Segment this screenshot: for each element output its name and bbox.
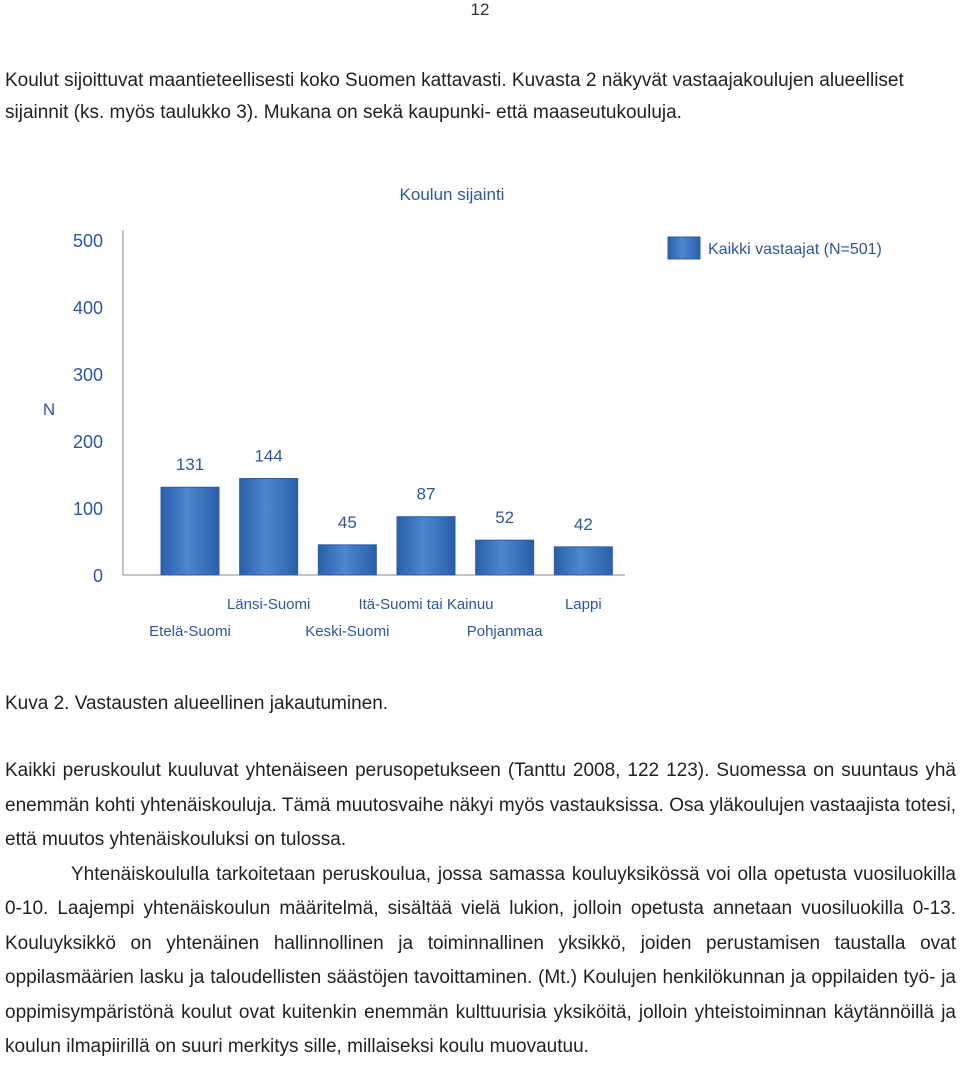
figure-caption: Kuva 2. Vastausten alueellinen jakautuminen.	[5, 693, 389, 714]
bar-value-label: 42	[573, 514, 593, 534]
y-tick-label: 0	[92, 566, 103, 586]
y-axis-label: N	[42, 400, 56, 419]
y-axis-ticks	[73, 231, 103, 586]
legend-label: Kaikki vastaajat (N=501)	[708, 241, 882, 258]
bar-chart-svg	[30, 175, 920, 645]
bar	[318, 545, 376, 575]
chart-title: Koulun sijainti	[399, 185, 505, 204]
y-tick-label: 100	[72, 499, 103, 519]
legend	[668, 237, 882, 259]
body-paragraph-1: Kaikki peruskoulut kuuluvat yhtenäiseen perusopetukseen (Tanttu 2008, 122 123). Suomessa on suuntaus yhä enemmän kohti yhtenäiskouluja. Tämä muutosvaihe näkyi myös vastauksissa. Osa yläkoulujen vastaajista totesi, että muutos yhtenäiskouluksi on tulossa.	[5, 760, 956, 850]
bar-value-label: 131	[175, 455, 205, 475]
y-tick-label: 500	[72, 231, 103, 251]
x-axis-labels	[149, 596, 602, 640]
body-paragraph-2: Yhtenäiskoululla tarkoitetaan peruskoulua, jossa samassa kouluyksikössä voi olla opetusta vuosiluokilla 0-10. Laajempi yhtenäiskoulun määritelmä, sisältää vielä lukion, jolloin opetusta annetaan vuosiluokilla 0-13. Kouluyksikkö on yhtenäinen hallinnollinen ja toiminnallinen yksikkö, joiden perustamisen taustalla ovat oppilasmäärien lasku ja taloudellisten säästöjen tavoittaminen. (Mt.) Koulujen henkilökunnan ja oppilaiden työ- ja oppimisympäristönä koulut ovat kuitenkin enemmän kulttuurisia yksiköitä, jolloin yhteistoiminnan käytännöillä ja koulun ilmapiirillä on suuri merkitys sille, millaiseksi koulu muovautuu.	[5, 863, 956, 1057]
bar-value-label: 87	[416, 484, 436, 504]
legend-swatch	[668, 237, 700, 259]
bar	[240, 479, 298, 575]
location-chart	[30, 175, 920, 645]
body-text	[5, 754, 956, 1065]
y-tick-label: 400	[72, 298, 103, 318]
x-tick-label: Itä-Suomi tai Kainuu	[358, 596, 494, 613]
x-tick-label: Lappi	[564, 596, 602, 613]
y-tick-label: 300	[72, 365, 103, 385]
x-tick-label: Keski-Suomi	[305, 623, 390, 640]
bar-value-label: 52	[495, 508, 515, 528]
intro-paragraph: Koulut sijoittuvat maantieteellisesti koko Suomen kattavasti. Kuvasta 2 näkyvät vastaajakoulujen alueelliset sijainnit (ks. myös taulukko 3). Mukana on sekä kaupunki- että maaseutukouluja.	[5, 70, 904, 123]
y-tick-label: 200	[72, 432, 103, 452]
bar-value-label: 144	[254, 446, 283, 466]
bars	[161, 447, 612, 575]
x-tick-label: Etelä-Suomi	[149, 623, 231, 640]
bar	[476, 540, 534, 575]
page-number: 12	[470, 0, 490, 19]
bar	[397, 517, 455, 575]
bar	[554, 547, 612, 575]
x-tick-label: Länsi-Suomi	[226, 596, 311, 613]
bar	[161, 487, 219, 575]
x-tick-label: Pohjanmaa	[466, 623, 543, 640]
bar-value-label: 45	[337, 512, 357, 532]
